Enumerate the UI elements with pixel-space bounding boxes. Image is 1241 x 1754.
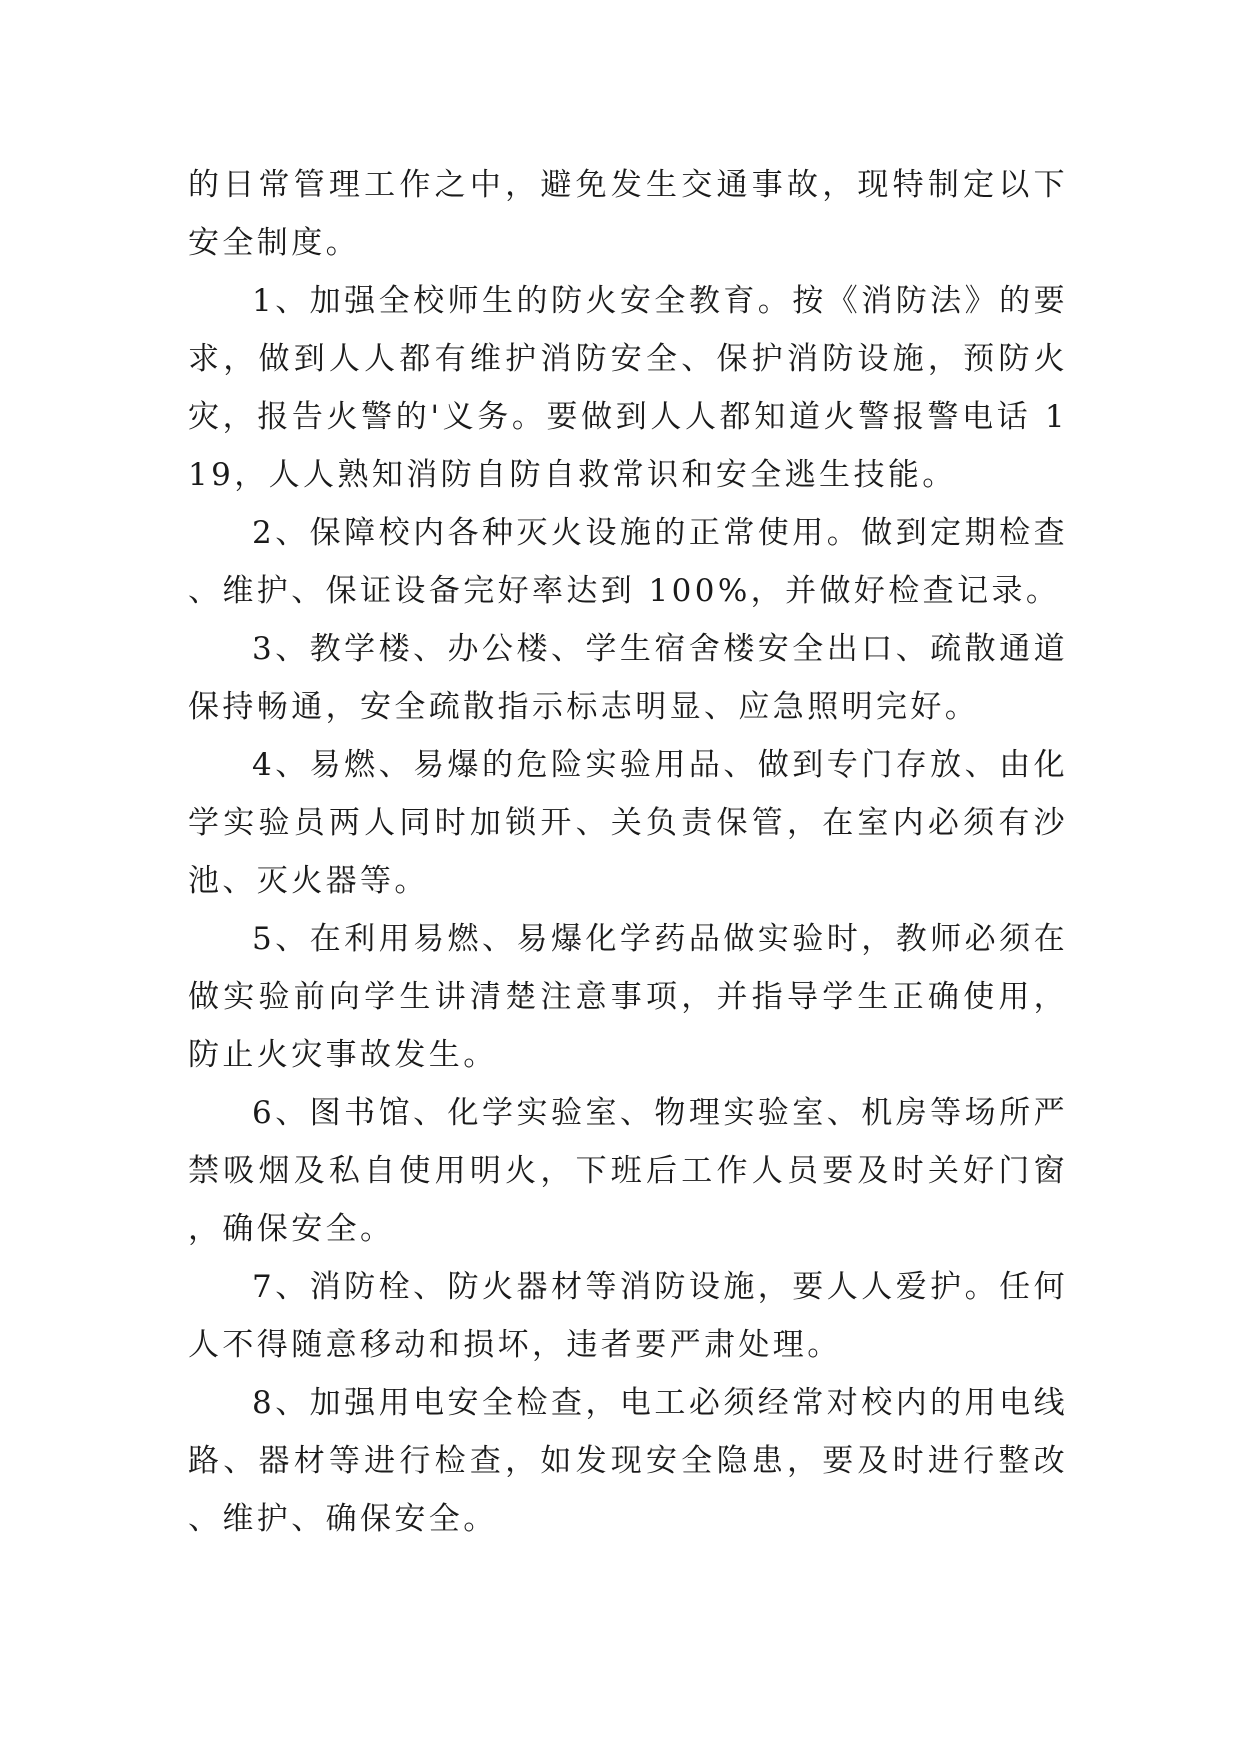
paragraph-item-6: 6、图书馆、化学实验室、物理实验室、机房等场所严禁吸烟及私自使用明火，下班后工作人员要及时关好门窗，确保安全。 [188, 1095, 1068, 1247]
paragraph-item-2: 2、保障校内各种灭火设施的正常使用。做到定期检查、维护、保证设备完好率达到 100%，并做好检查记录。 [188, 515, 1068, 609]
paragraph-intro: 的日常管理工作之中，避免发生交通事故，现特制定以下安全制度。 [188, 167, 1068, 261]
document-body [188, 156, 1068, 1548]
paragraph-item-4: 4、易燃、易爆的危险实验用品、做到专门存放、由化学实验员两人同时加锁开、关负责保管，在室内必须有沙池、灭火器等。 [188, 747, 1068, 899]
paragraph-item-3: 3、教学楼、办公楼、学生宿舍楼安全出口、疏散通道保持畅通，安全疏散指示标志明显、应急照明完好。 [188, 631, 1068, 725]
paragraph-item-8: 8、加强用电安全检查，电工必须经常对校内的用电线路、器材等进行检查，如发现安全隐患，要及时进行整改、维护、确保安全。 [188, 1385, 1068, 1537]
paragraph-item-1: 1、加强全校师生的防火安全教育。按《消防法》的要求，做到人人都有维护消防安全、保护消防设施，预防火灾，报告火警的'义务。要做到人人都知道火警报警电话 119，人人熟知消防自防自救常识和安全逃生技能。 [188, 283, 1068, 493]
paragraph-item-7: 7、消防栓、防火器材等消防设施，要人人爱护。任何人不得随意移动和损坏，违者要严肃处理。 [188, 1269, 1068, 1363]
paragraph-item-5: 5、在利用易燃、易爆化学药品做实验时，教师必须在做实验前向学生讲清楚注意事项，并指导学生正确使用，防止火灾事故发生。 [188, 921, 1068, 1073]
